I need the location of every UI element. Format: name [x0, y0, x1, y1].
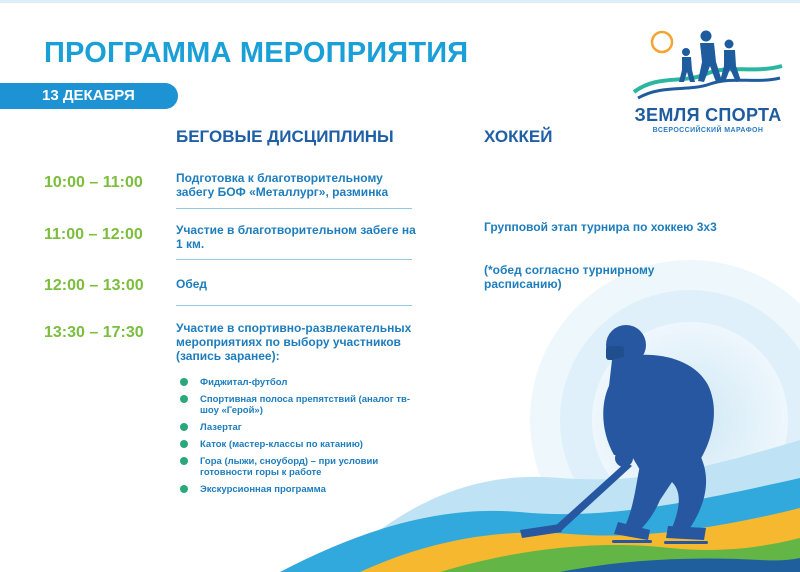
- running-heading: БЕГОВЫЕ ДИСЦИПЛИНЫ: [176, 127, 394, 146]
- divider: [176, 208, 412, 209]
- schedule-time: 11:00 – 12:00: [44, 226, 143, 243]
- bullet-dot-icon: [180, 485, 188, 493]
- list-item: [180, 422, 420, 433]
- hockey-description: Групповой этап турнира по хоккею 3x3: [484, 220, 717, 234]
- date-badge: 13 ДЕКАБРЯ: [0, 83, 178, 109]
- list-item-label: Гора (лыжи, сноуборд) – при условии готовности горы к работе: [200, 456, 379, 478]
- hockey-heading: ХОККЕЙ: [484, 127, 553, 146]
- bullet-dot-icon: [180, 457, 188, 465]
- schedule-time: 10:00 – 11:00: [44, 174, 143, 191]
- list-item-label: Каток (мастер-классы по катанию): [200, 439, 363, 450]
- brand-logo: [628, 26, 788, 146]
- bullet-dot-icon: [180, 423, 188, 431]
- list-item-label: Фиджитал-футбол: [200, 377, 288, 388]
- logo-title: ЗЕМЛЯ СПОРТА: [634, 105, 782, 125]
- bullet-dot-icon: [180, 440, 188, 448]
- list-item-label: Спортивная полоса препятствий (аналог тв-шоу «Герой»): [200, 394, 410, 416]
- schedule-description: Участие в спортивно-развлекательных мероприятиях по выбору участников (запись заранее):: [176, 321, 412, 363]
- list-item: [180, 394, 420, 416]
- schedule-time: 13:30 – 17:30: [44, 324, 144, 341]
- list-item-label: Экскурсионная программа: [200, 484, 326, 495]
- list-item: [180, 439, 420, 450]
- schedule-description: Участие в благотворительном забеге на 1 км.: [176, 223, 416, 251]
- divider: [176, 259, 412, 260]
- runners-logo-icon: [628, 26, 788, 106]
- top-line: [0, 0, 800, 3]
- divider: [176, 305, 412, 306]
- schedule-description: Обед: [176, 277, 208, 291]
- schedule-time: 12:00 – 13:00: [44, 277, 144, 294]
- activities-list: [180, 377, 420, 501]
- bullet-dot-icon: [180, 395, 188, 403]
- list-item: [180, 456, 420, 478]
- page-title: ПРОГРАММА МЕРОПРИЯТИЯ: [44, 37, 469, 69]
- hockey-note: (*обед согласно турнирному расписанию): [484, 263, 655, 291]
- list-item-label: Лазертаг: [200, 422, 242, 433]
- bullet-dot-icon: [180, 378, 188, 386]
- schedule-description: Подготовка к благотворительному забегу БОФ «Металлург», разминка: [176, 171, 389, 199]
- list-item: [180, 484, 420, 495]
- logo-subtitle: ВСЕРОССИЙСКИЙ МАРАФОН: [652, 127, 764, 134]
- list-item: [180, 377, 420, 388]
